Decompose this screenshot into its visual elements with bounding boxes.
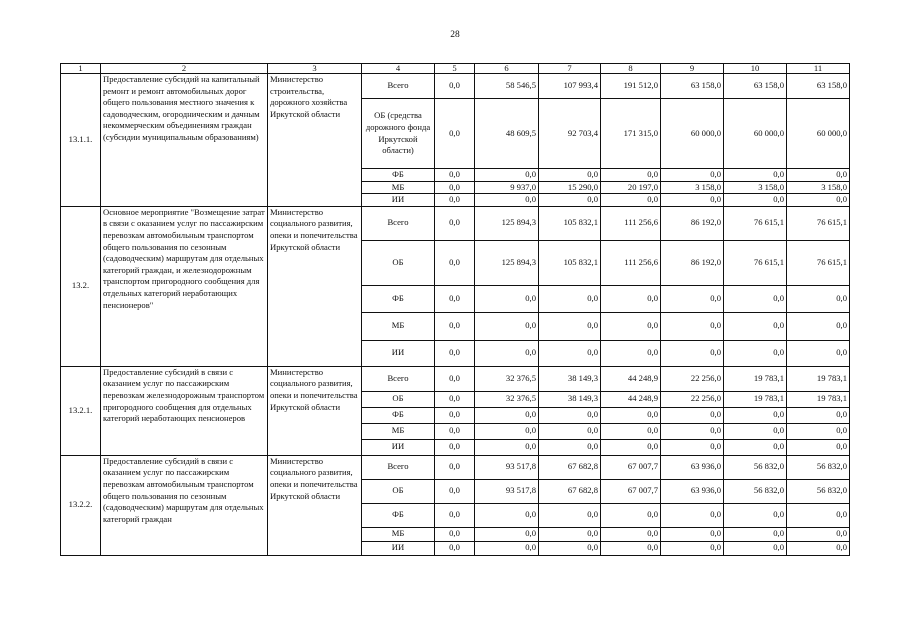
amount-cell: 0,0 (601, 407, 661, 423)
amount-cell: 0,0 (435, 439, 475, 455)
amount-cell: 19 783,1 (724, 391, 787, 407)
amount-cell: 0,0 (661, 194, 724, 207)
amount-cell: 0,0 (435, 99, 475, 169)
funding-source: МБ (362, 312, 435, 340)
amount-cell: 0,0 (724, 503, 787, 527)
amount-cell: 0,0 (475, 194, 539, 207)
amount-cell: 0,0 (539, 169, 601, 182)
funding-source: ИИ (362, 439, 435, 455)
budget-table (60, 63, 850, 556)
funding-source: ИИ (362, 194, 435, 207)
amount-cell: 0,0 (539, 541, 601, 555)
amount-cell: 0,0 (787, 169, 850, 182)
amount-cell: 125 894,3 (475, 206, 539, 240)
amount-cell: 0,0 (435, 503, 475, 527)
amount-cell: 125 894,3 (475, 240, 539, 285)
amount-cell: 0,0 (661, 285, 724, 312)
responsible-executor: Министерство социального развития, опеки и попечительства Иркутской области (268, 206, 362, 366)
amount-cell: 63 158,0 (724, 74, 787, 99)
amount-cell: 0,0 (601, 541, 661, 555)
amount-cell: 56 832,0 (724, 479, 787, 503)
amount-cell: 107 993,4 (539, 74, 601, 99)
amount-cell: 3 158,0 (724, 181, 787, 194)
amount-cell: 0,0 (724, 285, 787, 312)
amount-cell: 105 832,1 (539, 206, 601, 240)
amount-cell: 0,0 (539, 527, 601, 541)
amount-cell: 0,0 (787, 285, 850, 312)
amount-cell: 0,0 (435, 541, 475, 555)
amount-cell: 0,0 (475, 541, 539, 555)
amount-cell: 48 609,5 (475, 99, 539, 169)
amount-cell: 19 783,1 (724, 366, 787, 391)
amount-cell: 0,0 (661, 541, 724, 555)
amount-cell: 0,0 (601, 285, 661, 312)
item-description: Предоставление субсидий в связи с оказанием услуг по пассажирским перевозкам железнодорожным транспортом пригородного сообщения для отдельных категорий неработающих пенсионеров (101, 366, 268, 455)
amount-cell: 0,0 (724, 312, 787, 340)
amount-cell: 38 149,3 (539, 391, 601, 407)
amount-cell: 0,0 (601, 503, 661, 527)
table-row (61, 206, 850, 240)
funding-source: ОБ (средства дорожного фонда Иркутской области) (362, 99, 435, 169)
amount-cell: 0,0 (724, 340, 787, 366)
item-code: 13.2.1. (61, 366, 101, 455)
amount-cell: 9 937,0 (475, 181, 539, 194)
funding-source: МБ (362, 423, 435, 439)
amount-cell: 0,0 (435, 391, 475, 407)
column-number: 10 (724, 64, 787, 74)
column-number: 4 (362, 64, 435, 74)
amount-cell: 76 615,1 (724, 206, 787, 240)
amount-cell: 0,0 (539, 194, 601, 207)
amount-cell: 0,0 (601, 194, 661, 207)
amount-cell: 86 192,0 (661, 240, 724, 285)
page-number: 28 (450, 30, 460, 40)
funding-source: ФБ (362, 407, 435, 423)
amount-cell: 171 315,0 (601, 99, 661, 169)
amount-cell: 0,0 (539, 312, 601, 340)
amount-cell: 0,0 (475, 407, 539, 423)
funding-source: ИИ (362, 340, 435, 366)
amount-cell: 0,0 (724, 423, 787, 439)
funding-source: Всего (362, 366, 435, 391)
funding-source: ИИ (362, 541, 435, 555)
amount-cell: 76 615,1 (787, 240, 850, 285)
amount-cell: 92 703,4 (539, 99, 601, 169)
amount-cell: 32 376,5 (475, 366, 539, 391)
amount-cell: 0,0 (435, 181, 475, 194)
amount-cell: 60 000,0 (724, 99, 787, 169)
amount-cell: 0,0 (435, 527, 475, 541)
amount-cell: 0,0 (787, 340, 850, 366)
amount-cell: 0,0 (787, 503, 850, 527)
funding-source: Всего (362, 455, 435, 479)
amount-cell: 3 158,0 (661, 181, 724, 194)
amount-cell: 0,0 (475, 169, 539, 182)
amount-cell: 56 832,0 (787, 455, 850, 479)
amount-cell: 0,0 (435, 479, 475, 503)
funding-source: МБ (362, 527, 435, 541)
amount-cell: 56 832,0 (724, 455, 787, 479)
funding-source: Всего (362, 74, 435, 99)
amount-cell: 76 615,1 (787, 206, 850, 240)
amount-cell: 0,0 (787, 423, 850, 439)
amount-cell: 0,0 (475, 312, 539, 340)
column-number-row (61, 64, 850, 74)
amount-cell: 93 517,8 (475, 479, 539, 503)
amount-cell: 20 197,0 (601, 181, 661, 194)
amount-cell: 0,0 (661, 423, 724, 439)
responsible-executor: Министерство социального развития, опеки и попечительства Иркутской области (268, 455, 362, 555)
funding-source: ФБ (362, 169, 435, 182)
amount-cell: 0,0 (661, 340, 724, 366)
amount-cell: 0,0 (724, 439, 787, 455)
amount-cell: 0,0 (724, 169, 787, 182)
amount-cell: 0,0 (601, 340, 661, 366)
amount-cell: 3 158,0 (787, 181, 850, 194)
amount-cell: 22 256,0 (661, 366, 724, 391)
funding-source: ОБ (362, 240, 435, 285)
amount-cell: 0,0 (475, 423, 539, 439)
amount-cell: 0,0 (787, 194, 850, 207)
amount-cell: 44 248,9 (601, 366, 661, 391)
funding-source: Всего (362, 206, 435, 240)
amount-cell: 0,0 (601, 312, 661, 340)
amount-cell: 0,0 (539, 285, 601, 312)
item-code: 13.2.2. (61, 455, 101, 555)
amount-cell: 0,0 (475, 340, 539, 366)
amount-cell: 111 256,6 (601, 206, 661, 240)
column-number: 1 (61, 64, 101, 74)
amount-cell: 93 517,8 (475, 455, 539, 479)
amount-cell: 67 682,8 (539, 479, 601, 503)
amount-cell: 19 783,1 (787, 391, 850, 407)
amount-cell: 0,0 (435, 407, 475, 423)
amount-cell: 0,0 (539, 340, 601, 366)
item-description: Основное мероприятие "Возмещение затрат в связи с оказанием услуг по пассажирским перевозкам автомобильным транспортом общего пользования по сезонным (садоводческим) маршрутам для отдельных категорий граждан, и железнодорожным транспортом пригородного сообщения для отдельных категорий неработающих пенсионеров" (101, 206, 268, 366)
amount-cell: 0,0 (435, 455, 475, 479)
amount-cell: 0,0 (475, 285, 539, 312)
column-number: 9 (661, 64, 724, 74)
amount-cell: 0,0 (435, 169, 475, 182)
amount-cell: 0,0 (435, 423, 475, 439)
amount-cell: 63 936,0 (661, 479, 724, 503)
amount-cell: 0,0 (435, 285, 475, 312)
amount-cell: 0,0 (435, 240, 475, 285)
amount-cell: 38 149,3 (539, 366, 601, 391)
responsible-executor: Министерство социального развития, опеки и попечительства Иркутской области (268, 366, 362, 455)
column-number: 7 (539, 64, 601, 74)
amount-cell: 191 512,0 (601, 74, 661, 99)
amount-cell: 0,0 (601, 527, 661, 541)
amount-cell: 0,0 (539, 503, 601, 527)
item-description: Предоставление субсидий в связи с оказанием услуг по пассажирским перевозкам автомобильным транспортом общего пользования по сезонным (садоводческим) маршрутам для отдельных категорий граждан (101, 455, 268, 555)
amount-cell: 63 158,0 (787, 74, 850, 99)
item-code: 13.2. (61, 206, 101, 366)
amount-cell: 0,0 (475, 527, 539, 541)
table-row (61, 366, 850, 391)
amount-cell: 56 832,0 (787, 479, 850, 503)
amount-cell: 0,0 (435, 312, 475, 340)
funding-source: ФБ (362, 503, 435, 527)
amount-cell: 111 256,6 (601, 240, 661, 285)
amount-cell: 0,0 (787, 312, 850, 340)
amount-cell: 0,0 (435, 194, 475, 207)
column-number: 2 (101, 64, 268, 74)
item-code: 13.1.1. (61, 74, 101, 207)
amount-cell: 105 832,1 (539, 240, 601, 285)
amount-cell: 0,0 (475, 439, 539, 455)
amount-cell: 22 256,0 (661, 391, 724, 407)
amount-cell: 0,0 (539, 439, 601, 455)
amount-cell: 0,0 (601, 439, 661, 455)
item-description: Предоставление субсидий на капитальный ремонт и ремонт автомобильных дорог общего пользования местного значения к садоводческим, огородническим и дачным некоммерческим объединениям граждан (субсидии муниципальным образованиям) (101, 74, 268, 207)
column-number: 11 (787, 64, 850, 74)
amount-cell: 67 007,7 (601, 479, 661, 503)
funding-source: МБ (362, 181, 435, 194)
amount-cell: 0,0 (661, 169, 724, 182)
amount-cell: 0,0 (435, 340, 475, 366)
amount-cell: 15 290,0 (539, 181, 601, 194)
amount-cell: 0,0 (539, 423, 601, 439)
amount-cell: 0,0 (787, 541, 850, 555)
amount-cell: 76 615,1 (724, 240, 787, 285)
amount-cell: 0,0 (661, 527, 724, 541)
amount-cell: 0,0 (475, 503, 539, 527)
column-number: 8 (601, 64, 661, 74)
amount-cell: 0,0 (661, 503, 724, 527)
amount-cell: 0,0 (601, 169, 661, 182)
funding-source: ОБ (362, 391, 435, 407)
responsible-executor: Министерство строительства, дорожного хозяйства Иркутской области (268, 74, 362, 207)
amount-cell: 0,0 (661, 407, 724, 423)
amount-cell: 86 192,0 (661, 206, 724, 240)
amount-cell: 19 783,1 (787, 366, 850, 391)
amount-cell: 44 248,9 (601, 391, 661, 407)
amount-cell: 0,0 (661, 312, 724, 340)
amount-cell: 0,0 (787, 407, 850, 423)
amount-cell: 0,0 (539, 407, 601, 423)
column-number: 3 (268, 64, 362, 74)
amount-cell: 63 936,0 (661, 455, 724, 479)
amount-cell: 63 158,0 (661, 74, 724, 99)
table-row (61, 455, 850, 479)
funding-source: ОБ (362, 479, 435, 503)
amount-cell: 60 000,0 (787, 99, 850, 169)
amount-cell: 0,0 (435, 366, 475, 391)
amount-cell: 0,0 (724, 407, 787, 423)
amount-cell: 0,0 (724, 194, 787, 207)
amount-cell: 0,0 (435, 206, 475, 240)
column-number: 6 (475, 64, 539, 74)
amount-cell: 32 376,5 (475, 391, 539, 407)
amount-cell: 0,0 (661, 439, 724, 455)
amount-cell: 58 546,5 (475, 74, 539, 99)
amount-cell: 60 000,0 (661, 99, 724, 169)
amount-cell: 0,0 (435, 74, 475, 99)
amount-cell: 0,0 (601, 423, 661, 439)
amount-cell: 0,0 (787, 527, 850, 541)
column-number: 5 (435, 64, 475, 74)
amount-cell: 0,0 (724, 541, 787, 555)
amount-cell: 0,0 (787, 439, 850, 455)
amount-cell: 0,0 (724, 527, 787, 541)
funding-source: ФБ (362, 285, 435, 312)
amount-cell: 67 682,8 (539, 455, 601, 479)
amount-cell: 67 007,7 (601, 455, 661, 479)
table-row (61, 74, 850, 99)
